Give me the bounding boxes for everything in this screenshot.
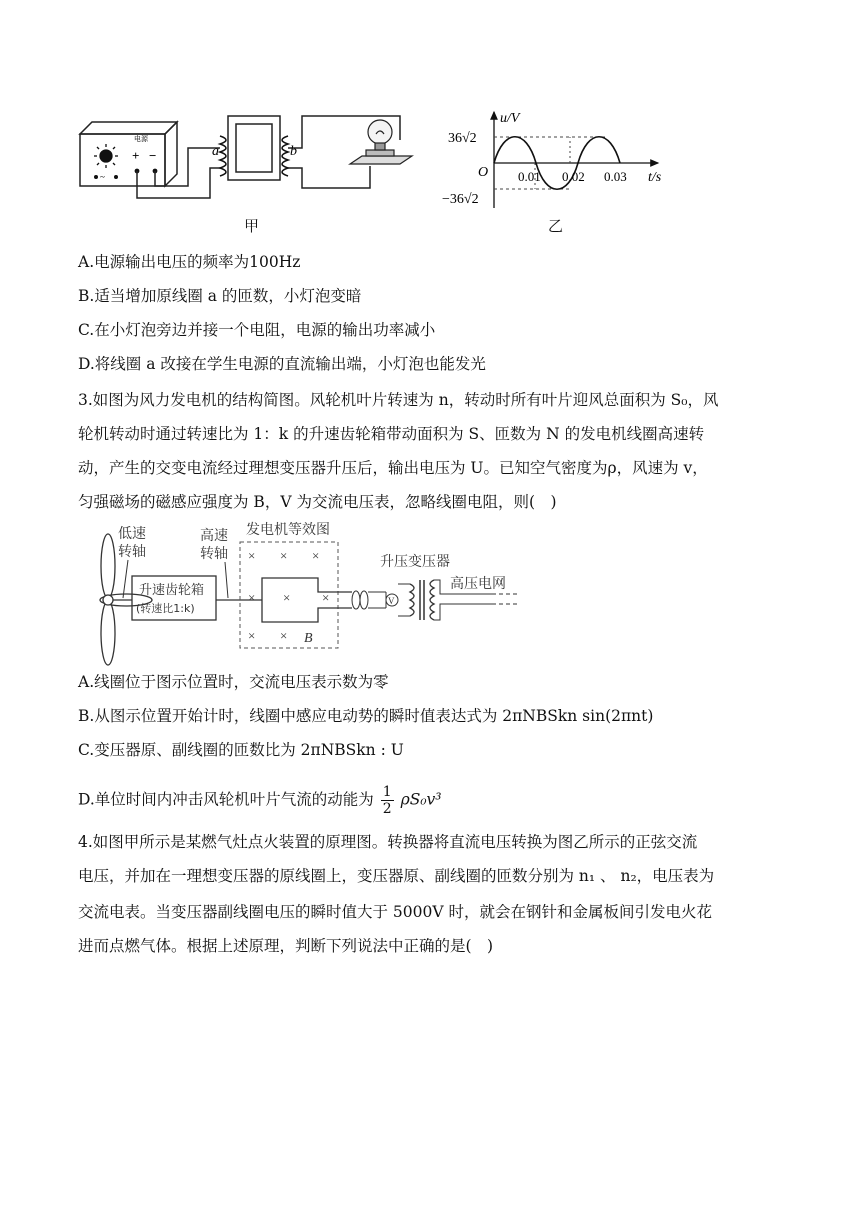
q3-stem-line2: 轮机转动时通过转速比为 1：k 的升速齿轮箱带动面积为 S、匝数为 N 的发电机线圈高速转 xyxy=(78,425,705,443)
q3-option-d-fraction: $\frac{1}{2}$ xyxy=(382,784,392,817)
q3-option-c: C.变压器原、副线圈的匝数比为 2πNBSkn : U xyxy=(78,741,404,759)
svg-text:×: × xyxy=(280,548,288,563)
primary-coil-icon xyxy=(220,136,226,176)
svg-text:−: − xyxy=(149,148,157,163)
field-crosses xyxy=(248,548,329,643)
secondary-coil-icon xyxy=(282,136,288,176)
svg-text:+: + xyxy=(132,148,140,163)
x-tick-0.01: 0.01 xyxy=(518,169,541,184)
svg-text:×: × xyxy=(312,548,320,563)
q3-option-d-text: D.单位时间内冲击风轮机叶片气流的动能为 xyxy=(78,790,374,809)
transformer-circuit-figure xyxy=(70,108,420,213)
y-max-label: 36√2 xyxy=(448,131,477,146)
coil-a-label: a xyxy=(212,144,219,159)
generator-label: 发电机等效图 xyxy=(246,522,330,538)
transformer-label: 升压变压器 xyxy=(380,554,450,570)
coil-b-label: b xyxy=(290,144,297,159)
svg-text:×: × xyxy=(322,590,330,605)
q2-option-c: C.在小灯泡旁边并接一个电阻，电源的输出功率减小 xyxy=(78,321,436,339)
q3-stem-line4: 匀强磁场的磁感应强度为 B，V 为交流电压表，忽略线圈电阻，则( ) xyxy=(78,493,557,511)
origin-label: O xyxy=(478,165,489,180)
gearbox-label: 升速齿轮箱 xyxy=(139,583,205,598)
x-tick-0.03: 0.03 xyxy=(604,169,627,184)
q3-stem-line3: 动，产生的交变电流经过理想变压器升压后，输出电压为 U。已知空气密度为ρ，风速为 v， xyxy=(78,459,708,477)
svg-text:×: × xyxy=(280,628,288,643)
voltmeter-label: V xyxy=(388,596,395,606)
q2-option-d: D.将线圈 a 改接在学生电源的直流输出端，小灯泡也能发光 xyxy=(78,355,486,373)
svg-text:×: × xyxy=(248,628,256,643)
y-axis-label: u/V xyxy=(500,111,520,126)
sun-icon xyxy=(94,144,118,168)
light-bulb-icon xyxy=(350,120,412,164)
q3-option-d-formula: ρS₀v³ xyxy=(400,790,442,809)
low-speed-shaft-label-1: 低速 xyxy=(118,526,146,542)
svg-text:×: × xyxy=(248,548,256,563)
y-min-label: −36√2 xyxy=(442,192,479,207)
q4-stem-line1: 4.如图甲所示是某燃气灶点火装置的原理图。转换器将直流电压转换为图乙所示的正弦交流 xyxy=(78,833,698,851)
q3-stem-line1: 3.如图为风力发电机的结构简图。风轮机叶片转速为 n，转动时所有叶片迎风总面积为 S₀，风 xyxy=(78,391,719,409)
q3-option-a: A.线圈位于图示位置时，交流电压表示数为零 xyxy=(78,673,389,691)
high-speed-shaft-label-1: 高速 xyxy=(200,528,228,544)
q3-option-d xyxy=(78,784,442,817)
x-axis-label: t/s xyxy=(648,170,662,185)
transformer-core xyxy=(228,116,280,180)
transformer-primary-coil-icon xyxy=(410,584,414,616)
grid-label: 高压电网 xyxy=(450,576,506,592)
svg-text:×: × xyxy=(248,590,256,605)
figure-caption-jia: 甲 xyxy=(244,217,260,235)
high-speed-shaft-label-2: 转轴 xyxy=(200,546,228,562)
q4-stem-line2: 电压，并加在一理想变压器的原线圈上，变压器原、副线圈的匝数分别为 n₁ 、 n₂，电压表为 xyxy=(78,867,715,885)
gearbox-ratio-label: (转速比1:k) xyxy=(136,602,195,615)
q4-stem-line3: 交流电表。当变压器副线圈电压的瞬时值大于 5000V 时，就会在钢针和金属板间引发电火花 xyxy=(78,903,712,921)
q2-option-b: B.适当增加原线圈 a 的匝数，小灯泡变暗 xyxy=(78,287,362,305)
svg-text:~: ~ xyxy=(100,172,105,182)
figure-caption-yi: 乙 xyxy=(548,217,564,235)
transformer-secondary-coil-icon xyxy=(430,580,434,620)
wind-generator-figure xyxy=(90,518,530,668)
voltage-time-graph xyxy=(440,108,680,213)
q2-option-a: A.电源输出电压的频率为100Hz xyxy=(78,253,301,271)
q3-option-b: B.从图示位置开始计时，线圈中感应电动势的瞬时值表达式为 2πNBSkn sin(2πnt) xyxy=(78,707,654,725)
x-tick-0.02: 0.02 xyxy=(562,169,585,184)
power-supply-label: 电源 xyxy=(134,135,148,143)
q4-stem-line4: 进而点燃气体。根据上述原理，判断下列说法中正确的是( ) xyxy=(78,937,494,955)
svg-text:×: × xyxy=(283,590,291,605)
low-speed-shaft-label-2: 转轴 xyxy=(118,544,146,560)
field-b-label: B xyxy=(304,631,313,646)
